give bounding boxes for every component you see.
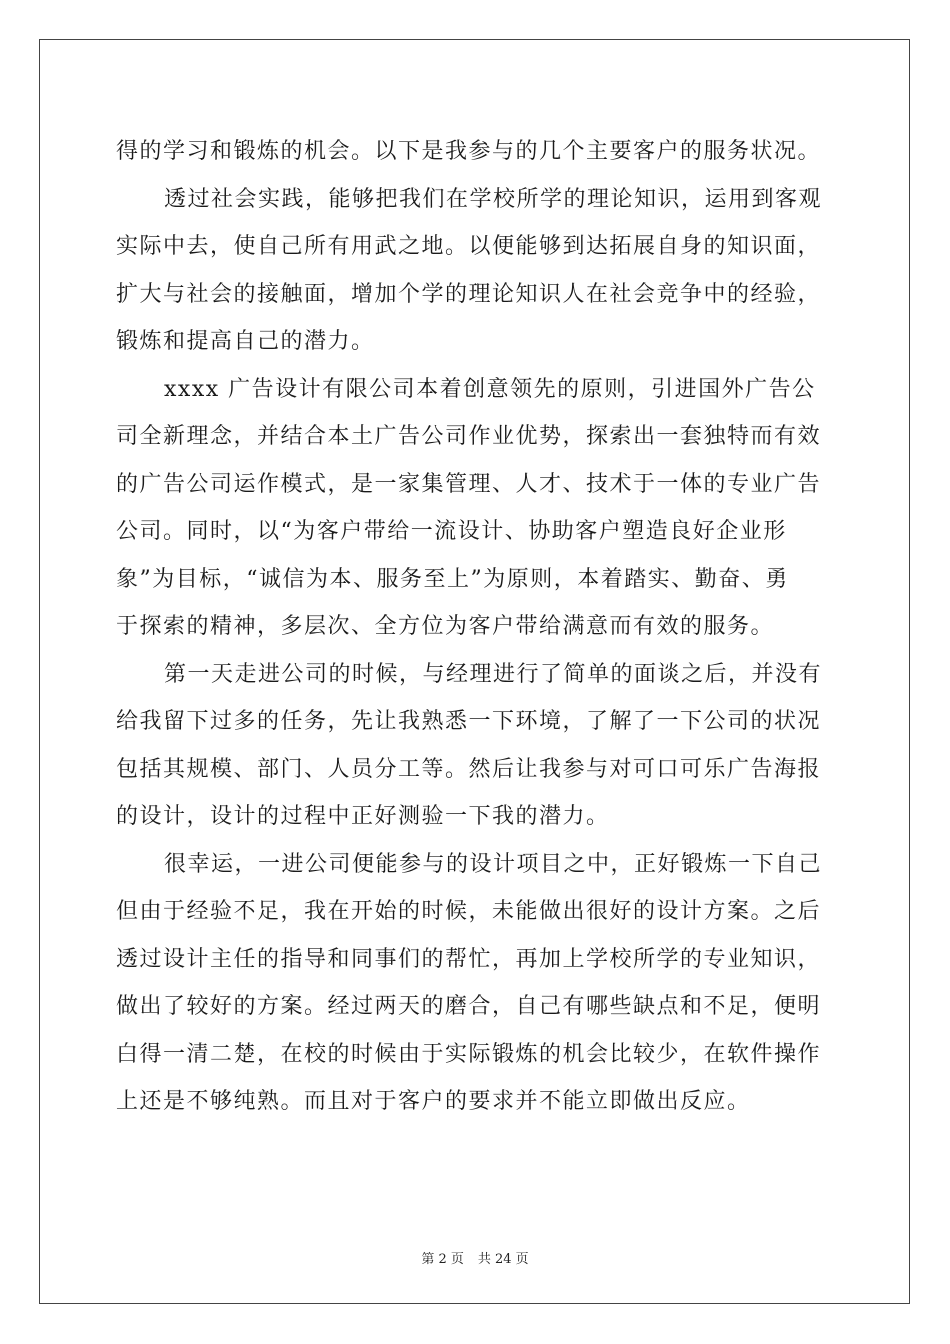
text-line: 做出了较好的方案。经过两天的磨合，自己有哪些缺点和不足，便明 [116, 994, 822, 1019]
text-line: 白得一清二楚，在校的时候由于实际锻炼的机会比较少，在软件操作 [116, 1041, 822, 1067]
text-line: 扩大与社会的接触面，增加个学的理论知识人在社会竞争中的经验， [116, 281, 822, 307]
document-body [116, 128, 836, 1126]
text-line: 于探索的精神，多层次、全方位为客户带给满意而有效的服务。 [116, 614, 775, 639]
text-line: 的广告公司运作模式，是一家集管理、人才、技术于一体的专业广告 [116, 471, 822, 497]
page-number: 第 2 页 [421, 1252, 464, 1267]
text-line: 公司。同时，以“为客户带给一流设计、协助客户塑造良好企业形 [116, 519, 787, 544]
text-line: 司全新理念，并结合本土广告公司作业优势，探索出一套独特而有效 [116, 424, 822, 449]
text-line: 透过设计主任的指导和同事们的帮忙，再加上学校所学的专业知识， [116, 946, 822, 972]
text-line: 的设计，设计的过程中正好测验一下我的潜力。 [116, 804, 610, 829]
text-line: 但由于经验不足，我在开始的时候，未能做出很好的设计方案。之后 [116, 899, 822, 924]
text-line: 给我留下过多的任务，先让我熟悉一下环境，了解了一下公司的状况 [116, 709, 822, 734]
text-line: 第一天走进公司的时候，与经理进行了简单的面谈之后，并没有 [164, 661, 823, 687]
text-line: 包括其规模、部门、人员分工等。然后让我参与对可口可乐广告海报 [116, 756, 822, 782]
text-line: 上还是不够纯熟。而且对于客户的要求并不能立即做出反应。 [116, 1089, 751, 1114]
text-line: 很幸运，一进公司便能参与的设计项目之中，正好锻炼一下自己 [164, 851, 823, 877]
page-footer [0, 1248, 950, 1267]
text-line: xxxx 广告设计有限公司本着创意领先的原则，引进国外广告公 [164, 376, 816, 402]
text-line: 得的学习和锻炼的机会。以下是我参与的几个主要客户的服务状况。 [116, 139, 822, 164]
page-total: 共 24 页 [477, 1252, 529, 1267]
text-line: 透过社会实践，能够把我们在学校所学的理论知识，运用到客观 [164, 186, 823, 212]
text-line: 锻炼和提高自己的潜力。 [116, 329, 375, 354]
text-line: 象”为目标，“诚信为本、服务至上”为原则，本着踏实、勤奋、勇 [116, 566, 789, 592]
text-line: 实际中去，使自己所有用武之地。以便能够到达拓展自身的知识面， [116, 234, 822, 259]
